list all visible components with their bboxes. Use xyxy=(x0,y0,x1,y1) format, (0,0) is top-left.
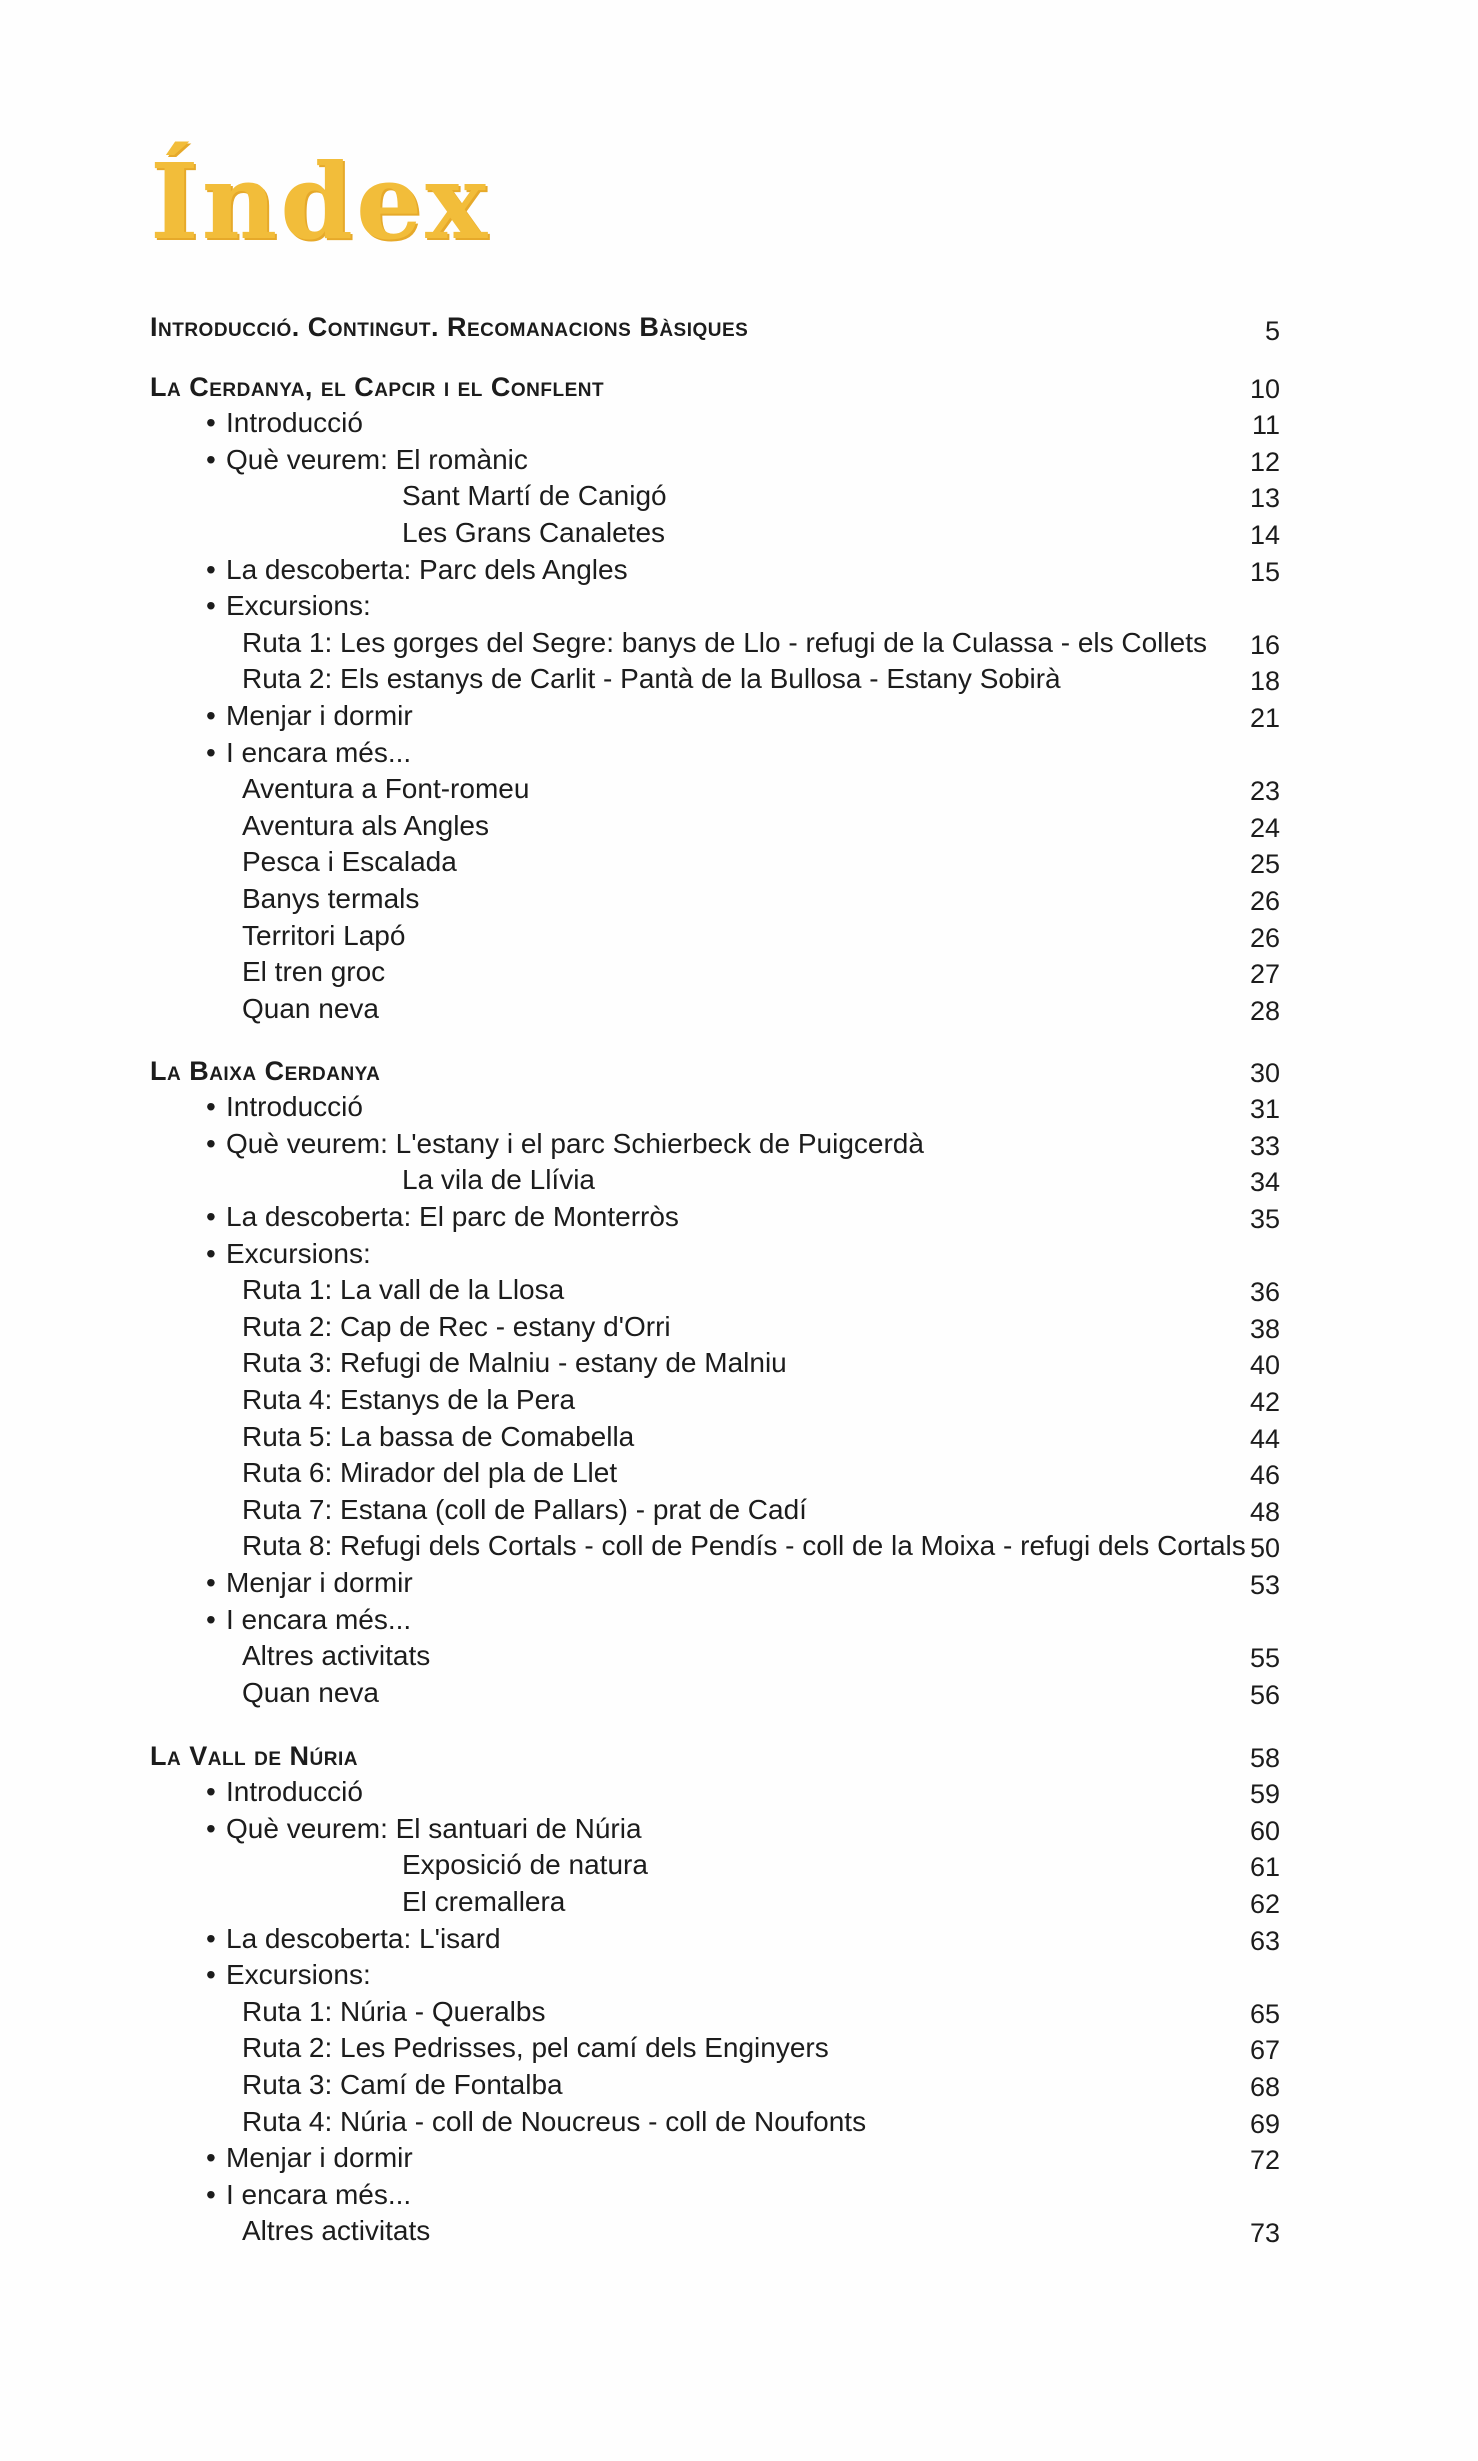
toc-entry-label xyxy=(242,883,419,915)
toc-entry xyxy=(150,1383,1280,1420)
toc-entry-text: Ruta 2: Les Pedrisses, pel camí dels Enginyers xyxy=(242,2032,829,2064)
toc-page-number: 34 xyxy=(1249,1167,1280,1198)
toc-entry-label xyxy=(242,993,379,1025)
toc-entry xyxy=(150,553,1280,590)
toc-entry xyxy=(150,2142,1280,2179)
toc-page-number: 31 xyxy=(1249,1094,1280,1125)
toc-entry-label xyxy=(242,1640,430,1672)
toc-entry-text: Excursions: xyxy=(226,1959,371,1991)
toc-entry xyxy=(150,919,1280,956)
bullet-icon: • xyxy=(206,1127,216,1159)
toc-entry xyxy=(150,956,1280,993)
bullet-icon: • xyxy=(206,1959,216,1991)
toc-page-number: 24 xyxy=(1249,812,1280,843)
toc-entry-text: Altres activitats xyxy=(242,1640,431,1672)
toc-entry-text: Ruta 3: Refugi de Malniu - estany de Malniu xyxy=(242,1347,787,1379)
toc-entry xyxy=(150,1566,1280,1603)
toc-page-number: 35 xyxy=(1249,1203,1280,1234)
bullet-icon: • xyxy=(206,407,216,439)
toc-page-number: 16 xyxy=(1249,629,1280,660)
toc-entry-label xyxy=(206,407,363,439)
toc-entry-label xyxy=(242,1494,807,1526)
toc-entry-label xyxy=(402,1886,565,1918)
toc-entry-text: El cremallera xyxy=(402,1885,566,1917)
toc-entry-text: Ruta 4: Núria - coll de Noucreus - coll de Noufonts xyxy=(242,2105,867,2137)
toc-entry xyxy=(150,663,1280,700)
toc-entry-text: Introducció xyxy=(226,1776,363,1808)
toc-entry-label xyxy=(242,1677,379,1709)
toc-section-heading xyxy=(150,1739,1280,1776)
toc-page-number: 27 xyxy=(1249,959,1280,990)
toc-entry-label xyxy=(206,2179,411,2211)
toc-page-number: 48 xyxy=(1249,1496,1280,1527)
toc-page-number: 50 xyxy=(1249,1533,1280,1564)
toc-entry-label xyxy=(242,1347,787,1379)
toc-entry-text: Introducció xyxy=(226,1091,363,1123)
toc-entry-label xyxy=(206,700,413,732)
toc-entry-text: Territori Lapó xyxy=(242,919,406,951)
toc-entry-text: Banys termals xyxy=(242,882,420,914)
toc-entry xyxy=(150,516,1280,553)
toc-entry-text: Sant Martí de Canigó xyxy=(402,480,667,512)
toc-page-number: 42 xyxy=(1249,1386,1280,1417)
toc-entry-text: La Cerdanya, el Capcir i el Conflent xyxy=(150,371,605,402)
toc-entry xyxy=(150,1849,1280,1886)
toc-entry xyxy=(150,1603,1280,1640)
toc-entry-text: Altres activitats xyxy=(242,2215,431,2247)
toc-entry-label xyxy=(242,846,457,878)
toc-page-number: 53 xyxy=(1249,1569,1280,1600)
toc-entry-label xyxy=(150,1055,380,1087)
toc-entry xyxy=(150,626,1280,663)
toc-entry-label xyxy=(242,627,1207,659)
toc-entry-text: Què veurem: El romànic xyxy=(226,443,528,475)
toc-entry xyxy=(150,2068,1280,2105)
toc-entry-label xyxy=(242,1421,634,1453)
toc-entry-text: Introducció xyxy=(226,407,363,439)
toc-entry-text: Què veurem: L'estany i el parc Schierbeck de Puigcerdà xyxy=(226,1127,924,1159)
toc-section-vall-de-nuria xyxy=(150,1739,1280,2251)
toc-entry-label xyxy=(206,1201,679,1233)
toc-entry-text: Ruta 1: La vall de la Llosa xyxy=(242,1274,565,1306)
toc-entry-text: I encara més... xyxy=(226,2178,412,2210)
page-title: Índex xyxy=(150,140,491,263)
toc-page-number: 30 xyxy=(1249,1057,1280,1088)
bullet-icon: • xyxy=(206,1776,216,1808)
toc-entry xyxy=(150,736,1280,773)
toc-entry-text: La vila de Llívia xyxy=(402,1164,596,1196)
toc-section-heading xyxy=(150,1054,1280,1091)
toc-page-number: 55 xyxy=(1249,1643,1280,1674)
toc-page-number: 67 xyxy=(1249,2035,1280,2066)
bullet-icon: • xyxy=(206,1200,216,1232)
toc-entry-label xyxy=(242,663,1061,695)
toc-page-number: 36 xyxy=(1249,1277,1280,1308)
toc-page-number: 65 xyxy=(1249,1998,1280,2029)
toc-entry-label xyxy=(206,1604,411,1636)
toc-page-number: 18 xyxy=(1249,666,1280,697)
toc-entry xyxy=(150,443,1280,480)
toc-entry-text: Exposició de natura xyxy=(402,1849,648,1881)
toc-entry-label xyxy=(242,1530,1246,1562)
bullet-icon: • xyxy=(206,699,216,731)
toc-entry xyxy=(150,992,1280,1029)
bullet-icon: • xyxy=(206,2142,216,2174)
toc-entry-text: Ruta 2: Els estanys de Carlit - Pantà de la Bullosa - Estany Sobirà xyxy=(242,663,1061,695)
toc-page-number: 23 xyxy=(1249,776,1280,807)
toc-entry-text: Ruta 3: Camí de Fontalba xyxy=(242,2068,563,2100)
toc-entry xyxy=(150,2178,1280,2215)
toc-entry xyxy=(150,1347,1280,1384)
bullet-icon: • xyxy=(206,1091,216,1123)
bullet-icon: • xyxy=(206,590,216,622)
toc-entry-text: Ruta 7: Estana (coll de Pallars) - prat de Cadí xyxy=(242,1493,807,1525)
bullet-icon: • xyxy=(206,1566,216,1598)
toc-page-number: 73 xyxy=(1249,2218,1280,2249)
bullet-icon: • xyxy=(206,1603,216,1635)
toc-page-number: 46 xyxy=(1249,1460,1280,1491)
toc-entry-text: La descoberta: Parc dels Angles xyxy=(226,553,628,585)
toc-entry-text: Excursions: xyxy=(226,1237,371,1269)
toc-page-number: 59 xyxy=(1249,1779,1280,1810)
toc-entry xyxy=(150,1310,1280,1347)
bullet-icon: • xyxy=(206,2178,216,2210)
toc-page-number: 60 xyxy=(1249,1815,1280,1846)
toc-entry-label xyxy=(206,1813,642,1845)
toc-entry-label xyxy=(206,590,371,622)
toc-entry xyxy=(150,699,1280,736)
toc-entry-text: El tren groc xyxy=(242,956,386,988)
bullet-icon: • xyxy=(206,1812,216,1844)
toc-entry xyxy=(150,1420,1280,1457)
toc-entry xyxy=(150,1812,1280,1849)
toc-entry-label xyxy=(242,1311,671,1343)
toc-entry-text: Les Grans Canaletes xyxy=(402,516,666,548)
bullet-icon: • xyxy=(206,443,216,475)
toc-entry-label xyxy=(242,810,489,842)
toc-entry-label xyxy=(206,1238,371,1270)
toc-entry-label xyxy=(206,1567,413,1599)
toc-entry xyxy=(150,846,1280,883)
toc-entry xyxy=(150,480,1280,517)
toc-page-number: 38 xyxy=(1249,1313,1280,1344)
toc-page-number: 14 xyxy=(1249,519,1280,550)
toc-entry xyxy=(150,1922,1280,1959)
toc-entry-text: Quan neva xyxy=(242,1676,379,1708)
toc-entry-text: I encara més... xyxy=(226,1603,412,1635)
toc-entry-label xyxy=(206,444,528,476)
toc-entry xyxy=(150,1776,1280,1813)
toc-entry-label xyxy=(150,1740,358,1772)
toc-entry-label xyxy=(242,1996,545,2028)
toc-page-number: 56 xyxy=(1249,1679,1280,1710)
toc-entry xyxy=(150,1959,1280,1996)
toc-page-number: 15 xyxy=(1249,556,1280,587)
toc-entry xyxy=(150,1493,1280,1530)
toc-entry-text: Aventura a Font-romeu xyxy=(242,773,530,805)
toc-page-number: 44 xyxy=(1249,1423,1280,1454)
toc-entry-text: La Baixa Cerdanya xyxy=(150,1055,381,1086)
toc-entry-label xyxy=(206,737,411,769)
toc-entry-text: Ruta 8: Refugi dels Cortals - coll de Pendís - coll de la Moixa - refugi dels Cortals xyxy=(242,1530,1246,1562)
toc-entry-text: La descoberta: L'isard xyxy=(226,1922,501,1954)
toc-page-number: 62 xyxy=(1249,1888,1280,1919)
toc-entry xyxy=(150,1164,1280,1201)
toc-page-number: 13 xyxy=(1249,483,1280,514)
toc-page-number: 12 xyxy=(1249,446,1280,477)
toc-entry xyxy=(150,2105,1280,2142)
toc-entry-label xyxy=(206,554,628,586)
bullet-icon: • xyxy=(206,1237,216,1269)
bullet-icon: • xyxy=(206,736,216,768)
toc-entry-label xyxy=(242,920,405,952)
intro-page-number: 5 xyxy=(1264,315,1280,346)
toc-entry xyxy=(150,1127,1280,1164)
bullet-icon: • xyxy=(206,1922,216,1954)
toc-page-number: 63 xyxy=(1249,1925,1280,1956)
toc-entry xyxy=(150,2215,1280,2252)
toc-entry-label xyxy=(150,371,604,403)
toc-entry xyxy=(150,1885,1280,1922)
toc-entry xyxy=(150,1640,1280,1677)
toc-entry-label xyxy=(402,480,667,512)
toc-page-number: 58 xyxy=(1249,1742,1280,1773)
toc-entry-label xyxy=(242,773,529,805)
toc-page-number: 28 xyxy=(1249,995,1280,1026)
toc-page-number: 72 xyxy=(1249,2145,1280,2176)
toc-page-number: 33 xyxy=(1249,1130,1280,1161)
toc-page-number: 11 xyxy=(1251,410,1280,441)
toc-entry xyxy=(150,1995,1280,2032)
toc-entry-label xyxy=(402,1164,595,1196)
toc-entry xyxy=(150,1530,1280,1567)
toc-entry-label xyxy=(206,1091,363,1123)
toc-page-number: 26 xyxy=(1249,885,1280,916)
toc-entry-text: Ruta 5: La bassa de Comabella xyxy=(242,1420,635,1452)
toc-entry xyxy=(150,1274,1280,1311)
toc-entry xyxy=(150,773,1280,810)
toc-entry xyxy=(150,1200,1280,1237)
toc-section-heading xyxy=(150,370,1280,407)
toc-entry-text: Ruta 2: Cap de Rec - estany d'Orri xyxy=(242,1310,671,1342)
toc-entry-text: Ruta 6: Mirador del pla de Llet xyxy=(242,1457,618,1489)
toc-entry xyxy=(150,2032,1280,2069)
toc-entry-label xyxy=(242,956,385,988)
toc-section-cerdanya xyxy=(150,370,1280,1029)
toc-entry xyxy=(150,590,1280,627)
toc-entry-text: Ruta 4: Estanys de la Pera xyxy=(242,1383,576,1415)
toc-entry-label xyxy=(242,2215,430,2247)
toc-entry-label xyxy=(242,1274,564,1306)
toc-entry-text: Pesca i Escalada xyxy=(242,846,457,878)
toc-entry xyxy=(150,1091,1280,1128)
toc-entry xyxy=(150,1237,1280,1274)
toc-entry-text: Ruta 1: Les gorges del Segre: banys de Llo - refugi de la Culassa - els Collets xyxy=(242,626,1207,658)
toc-page-number: 10 xyxy=(1249,373,1280,404)
toc-entry-text: Menjar i dormir xyxy=(226,699,413,731)
toc-entry xyxy=(150,1457,1280,1494)
toc-page-number: 69 xyxy=(1249,2108,1280,2139)
toc-entry-text: La descoberta: El parc de Monterròs xyxy=(226,1200,679,1232)
toc-entry-text: La Vall de Núria xyxy=(150,1740,358,1771)
toc-entry-text: Menjar i dormir xyxy=(226,2142,413,2174)
toc-entry-text: Quan neva xyxy=(242,992,379,1024)
toc-entry-text: Ruta 1: Núria - Queralbs xyxy=(242,1995,546,2027)
toc-page-number: 26 xyxy=(1249,922,1280,953)
toc-page-number: 40 xyxy=(1249,1350,1280,1381)
toc-entry xyxy=(150,1676,1280,1713)
toc-entry-text: Menjar i dormir xyxy=(226,1566,413,1598)
toc-entry-label xyxy=(206,2142,413,2174)
toc-entry-text: I encara més... xyxy=(226,736,412,768)
toc-entry-label xyxy=(206,1128,924,1160)
toc-entry-text: Aventura als Angles xyxy=(242,809,489,841)
toc-page-number: 68 xyxy=(1249,2071,1280,2102)
toc-entry-text: Què veurem: El santuari de Núria xyxy=(226,1812,642,1844)
toc-entry-label xyxy=(206,1776,363,1808)
toc-page-number: 21 xyxy=(1249,702,1280,733)
toc-entry-label xyxy=(206,1959,371,1991)
toc-entry-label xyxy=(402,1849,648,1881)
toc-entry-label xyxy=(242,1384,575,1416)
toc-entry-label xyxy=(242,2069,563,2101)
toc-entry-label xyxy=(242,2032,829,2064)
toc-page-number: 61 xyxy=(1249,1852,1280,1883)
toc-entry xyxy=(150,809,1280,846)
toc-entry-label xyxy=(402,517,665,549)
toc-section-baixa-cerdanya xyxy=(150,1054,1280,1713)
toc-entry xyxy=(150,407,1280,444)
toc-entry-label xyxy=(242,2106,866,2138)
toc-page-number: 25 xyxy=(1249,849,1280,880)
toc-entry xyxy=(150,882,1280,919)
toc-entry-text: Excursions: xyxy=(226,590,371,622)
intro-heading-label: Introducció. Contingut. Recomanacions Bàsiques xyxy=(150,311,749,342)
intro-heading-row xyxy=(150,312,1280,349)
toc-entry-label xyxy=(206,1923,501,1955)
toc-entry-label xyxy=(242,1457,617,1489)
bullet-icon: • xyxy=(206,553,216,585)
